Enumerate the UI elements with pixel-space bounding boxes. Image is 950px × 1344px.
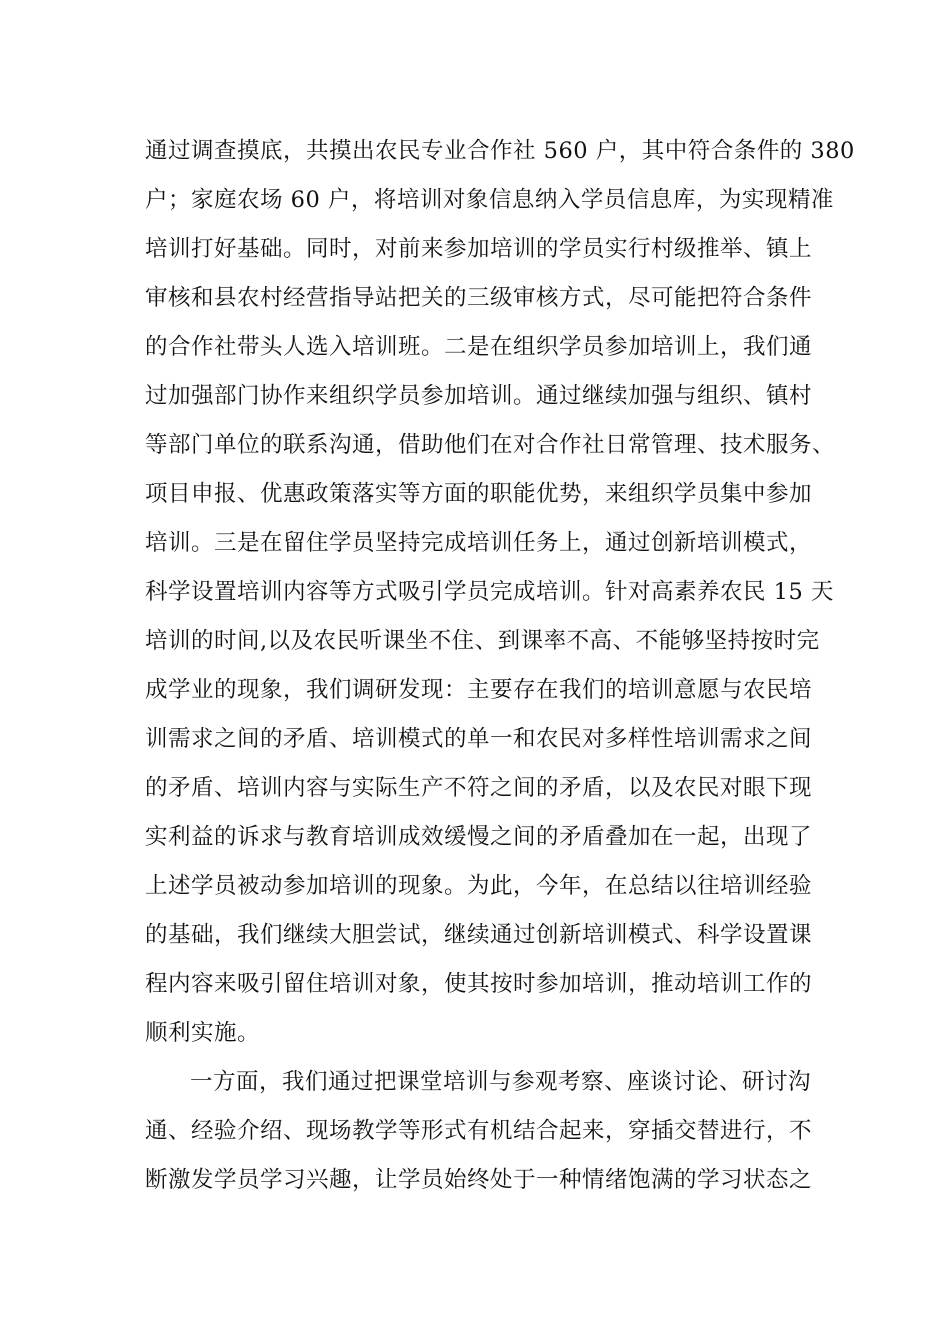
text-line: 培训的时间,以及农民听课坐不住、到课率不高、不能够坚持按时完	[145, 628, 820, 654]
text-line: 过加强部门协作来组织学员参加培训。通过继续加强与组织、镇村	[145, 383, 813, 409]
text-line: 程内容来吸引留住培训对象，使其按时参加培训，推动培训工作的	[145, 971, 813, 997]
text-line: 通过调查摸底，共摸出农民专业合作社 560 户，其中符合条件的 380	[145, 138, 855, 164]
text-line: 培训。三是在留住学员坚持完成培训任务上，通过创新培训模式，	[145, 530, 813, 556]
text-line: 等部门单位的联系沟通，借助他们在对合作社日常管理、技术服务、	[145, 432, 836, 458]
text-line: 训需求之间的矛盾、培训模式的单一和农民对多样性培训需求之间	[145, 726, 813, 752]
paragraph-first-line: 一方面，我们通过把课堂培训与参观考察、座谈讨论、研讨沟	[190, 1069, 812, 1095]
text-line: 的矛盾、培训内容与实际生产不符之间的矛盾，以及农民对眼下现	[145, 775, 813, 801]
text-line: 审核和县农村经营指导站把关的三级审核方式，尽可能把符合条件	[145, 285, 813, 311]
text-line: 通、经验介绍、现场教学等形式有机结合起来，穿插交替进行，不	[145, 1118, 813, 1144]
text-line: 上述学员被动参加培训的现象。为此，今年，在总结以往培训经验	[145, 873, 813, 899]
text-line: 实利益的诉求与教育培训成效缓慢之间的矛盾叠加在一起，出现了	[145, 824, 813, 850]
text-line: 的合作社带头人选入培训班。二是在组织学员参加培训上，我们通	[145, 334, 813, 360]
text-line: 科学设置培训内容等方式吸引学员完成培训。针对高素养农民 15 天	[145, 579, 834, 605]
text-line: 培训打好基础。同时，对前来参加培训的学员实行村级推举、镇上	[145, 236, 813, 262]
text-line: 的基础，我们继续大胆尝试，继续通过创新培训模式、科学设置课	[145, 922, 813, 948]
text-line: 顺利实施。	[145, 1020, 261, 1046]
text-line: 断激发学员学习兴趣，让学员始终处于一种情绪饱满的学习状态之	[145, 1167, 813, 1193]
text-line: 户；家庭农场 60 户，将培训对象信息纳入学员信息库，为实现精准	[145, 187, 834, 213]
text-line: 成学业的现象，我们调研发现：主要存在我们的培训意愿与农民培	[145, 677, 813, 703]
text-line: 项目申报、优惠政策落实等方面的职能优势，来组织学员集中参加	[145, 481, 813, 507]
